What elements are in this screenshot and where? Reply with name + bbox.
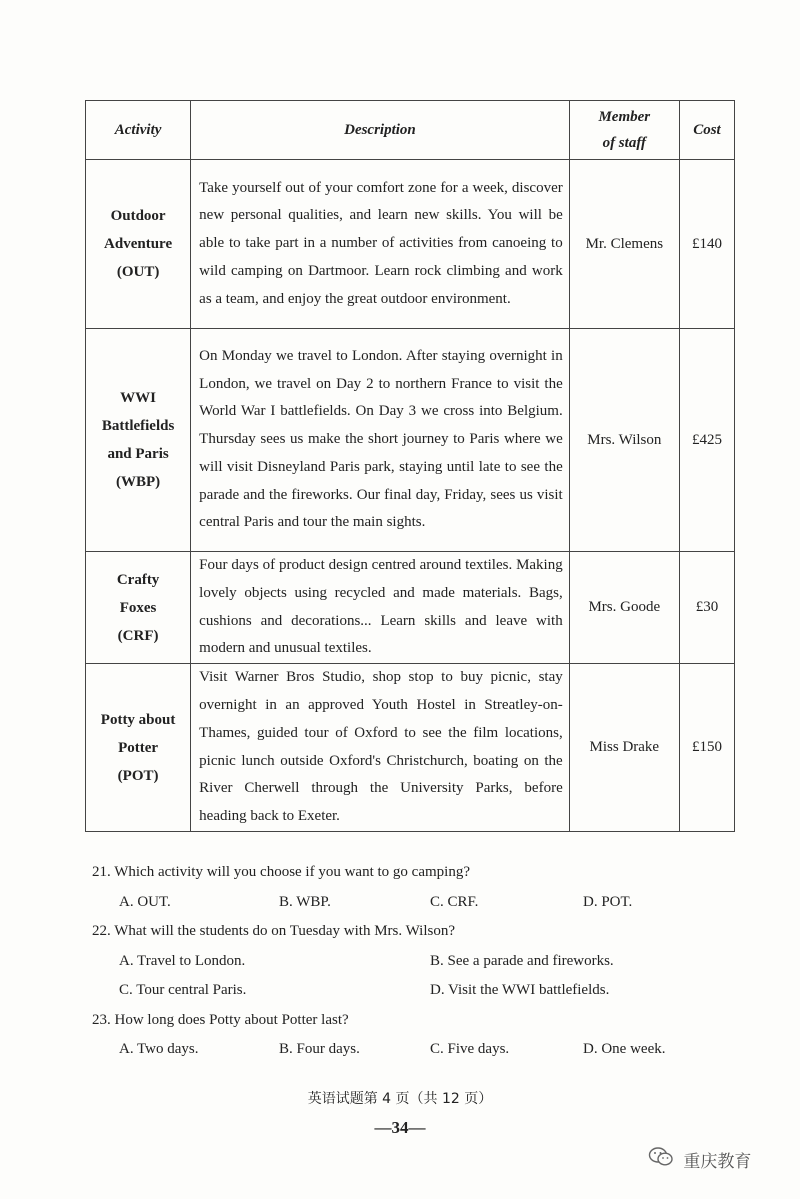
- header-staff-line2: of staff: [602, 135, 647, 151]
- question-options: [92, 976, 712, 1006]
- page-number: —34—: [374, 1118, 426, 1137]
- watermark: [648, 1146, 751, 1176]
- option-d[interactable]: D. One week.: [583, 1041, 666, 1057]
- header-member-of-staff: [569, 101, 679, 160]
- activity-name-line: Crafty: [116, 571, 160, 588]
- header-staff-line1: Member: [598, 109, 651, 125]
- header-cost: Cost: [679, 101, 734, 160]
- option-d[interactable]: D. Visit the WWI battlefields.: [430, 982, 610, 998]
- option-b[interactable]: B. WBP.: [279, 893, 331, 910]
- activities-table: [85, 100, 735, 832]
- staff-member: Mr. Clemens: [569, 160, 679, 329]
- option-a[interactable]: A. Two days.: [119, 1041, 199, 1057]
- activity-name: [86, 664, 191, 832]
- watermark-text: 重庆教育: [683, 1152, 752, 1172]
- activity-cost: £140: [679, 160, 734, 329]
- table-row: [86, 664, 735, 832]
- activity-description: Visit Warner Bros Studio, shop stop to buy picnic, stay overnight in an approved Youth Hostel in Streatley-on-Thames, guided tour of Oxford to see the film locations, picnic lunch outside Oxford's Christchurch, boating on the River Cherwell through the University Parks, before heading back to Exeter.: [191, 664, 570, 832]
- table-row: [86, 329, 735, 552]
- option-d[interactable]: D. POT.: [583, 893, 633, 910]
- header-activity: Activity: [86, 101, 191, 160]
- activity-name-line: Battlefields: [101, 418, 175, 434]
- question-options: [92, 888, 712, 918]
- activity-cost: £30: [679, 552, 734, 664]
- question-options: [92, 1035, 712, 1065]
- activity-name-line: (CRF): [117, 627, 159, 644]
- activity-name-line: (OUT): [116, 264, 160, 280]
- activity-name-line: Adventure: [104, 236, 173, 252]
- table-row: [86, 160, 735, 329]
- table-row: [86, 552, 735, 664]
- activity-description: Four days of product design centred around textiles. Making lovely objects using recycled and made materials. Bags, cushions and decorations... Learn skills and leave with modern and unusual textiles.: [191, 552, 570, 664]
- header-description: Description: [191, 101, 570, 160]
- table-header-row: [86, 101, 735, 160]
- option-c[interactable]: C. CRF.: [430, 893, 479, 910]
- option-a[interactable]: A. Travel to London.: [119, 952, 246, 969]
- question-text: 22. What will the students do on Tuesday with Mrs. Wilson?: [92, 923, 456, 939]
- page-info: 英语试题第 4 页（共 12 页）: [307, 1091, 493, 1107]
- activity-name-line: Potter: [118, 739, 159, 756]
- staff-member: Mrs. Goode: [569, 552, 679, 664]
- option-c[interactable]: C. Tour central Paris.: [119, 982, 247, 998]
- activity-name-line: Foxes: [119, 599, 157, 616]
- option-b[interactable]: B. Four days.: [279, 1041, 360, 1057]
- activity-name: [86, 329, 191, 552]
- activity-description: On Monday we travel to London. After staying overnight in London, we travel on Day 2 to northern France to visit the World War I battlefields. On Day 3 we cross into Belgium. Thursday sees us make the short journey to Paris where we will visit Disneyland Paris park, staying until late to see the parade and the fireworks. Our final day, Friday, sees us visit central Paris and tour the main sights.: [191, 329, 570, 552]
- activity-name: [86, 160, 191, 329]
- activity-name: [86, 552, 191, 664]
- option-a[interactable]: A. OUT.: [119, 893, 171, 910]
- wechat-icon: [648, 1146, 674, 1178]
- staff-member: Miss Drake: [569, 664, 679, 832]
- activity-name-line: WWI: [120, 390, 156, 406]
- question-text: 23. How long does Potty about Potter last?: [92, 1011, 349, 1028]
- staff-member: Mrs. Wilson: [569, 329, 679, 552]
- question-text: 21. Which activity will you choose if you want to go camping?: [92, 864, 470, 880]
- activity-cost: £425: [679, 329, 734, 552]
- activity-name-line: Outdoor: [110, 208, 166, 224]
- activity-name-line: and Paris: [107, 446, 169, 462]
- option-c[interactable]: C. Five days.: [430, 1041, 510, 1057]
- activity-name-line: Potty about: [100, 711, 176, 728]
- activity-description: Take yourself out of your comfort zone for a week, discover new personal qualities, and learn new skills. You will be able to take part in a number of activities from canoeing to wild camping on Dartmoor. Learn rock climbing and work as a team, and enjoy the great outdoor environment.: [191, 160, 570, 329]
- question-options: [92, 947, 712, 977]
- activity-cost: £150: [679, 664, 734, 832]
- option-b[interactable]: B. See a parade and fireworks.: [430, 952, 614, 969]
- activity-name-line: (WBP): [115, 474, 161, 490]
- activity-name-line: (POT): [117, 767, 159, 784]
- questions-section: [92, 858, 712, 1065]
